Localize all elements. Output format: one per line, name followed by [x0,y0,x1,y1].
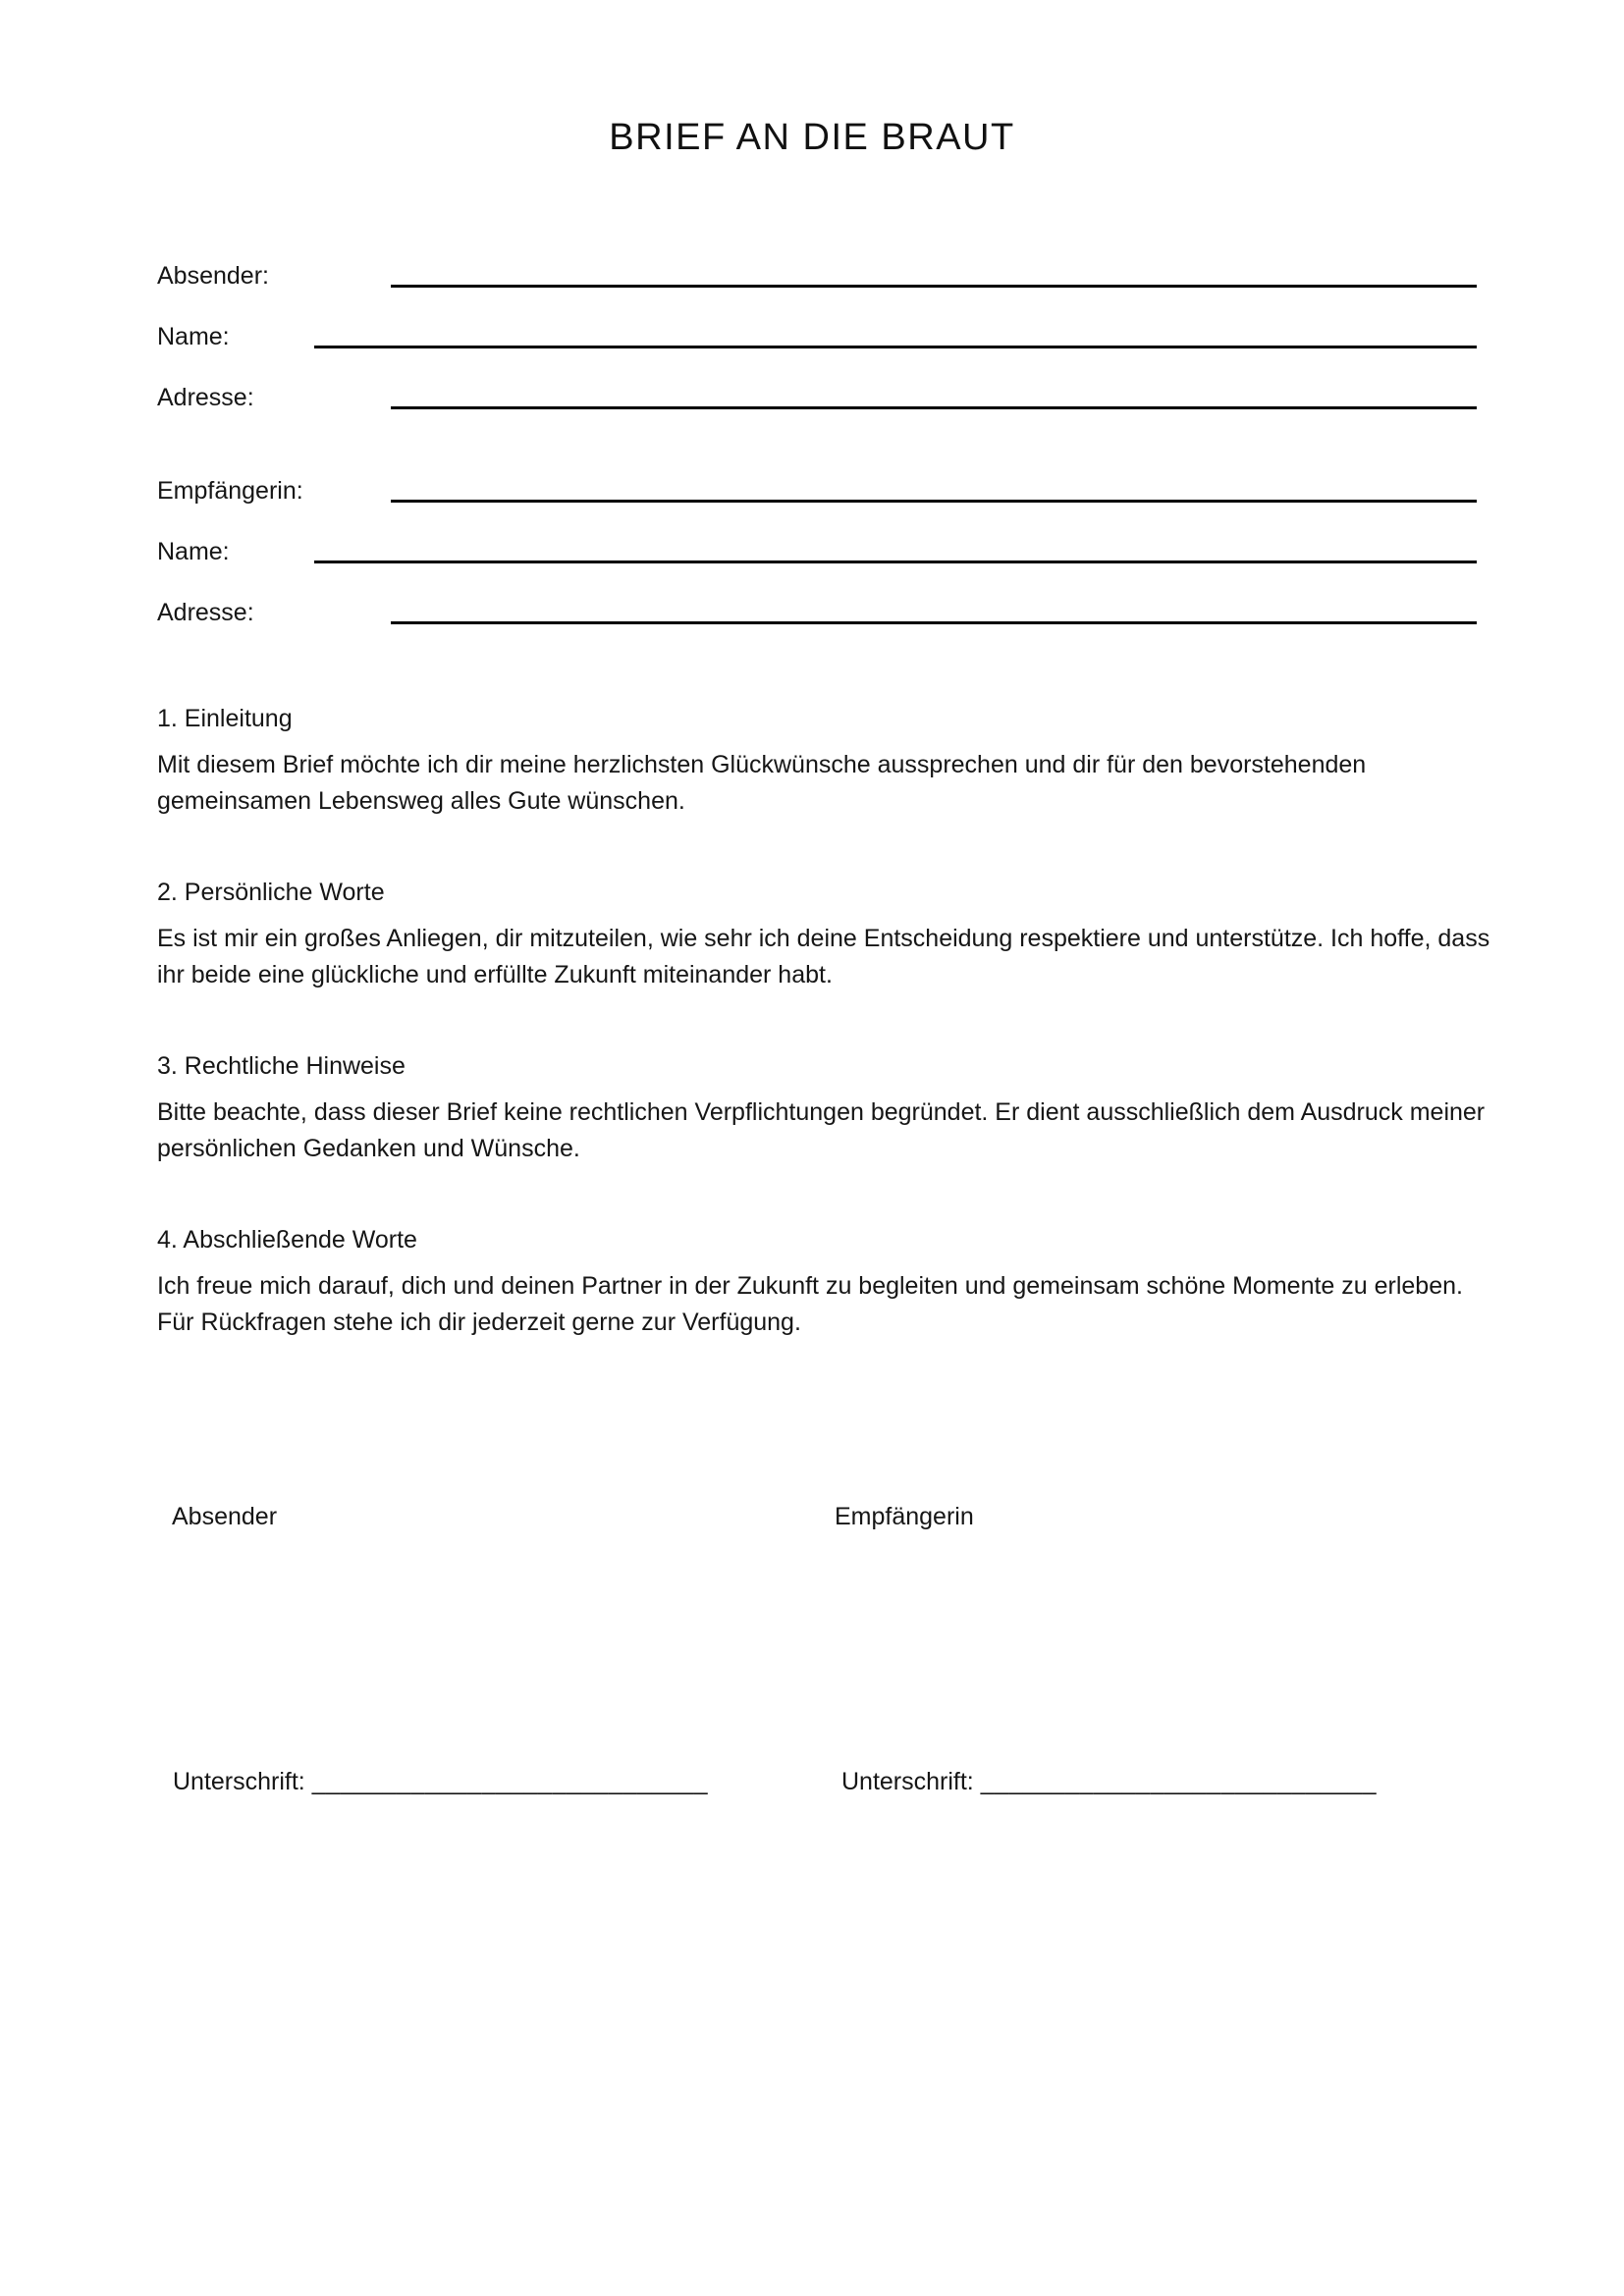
sender-unterschrift-label: Unterschrift: [173,1768,305,1795]
empfaengerin-fill-line [391,476,1477,503]
field-row-recipient-name [157,537,1490,567]
section-body: Mit diesem Brief möchte ich dir meine herzlichsten Glückwünsche aussprechen und dir für den bevorstehenden gemeinsamen Lebensweg alles Gute wünschen. [157,751,1367,815]
field-row-sender-adresse [157,383,1490,413]
recipient-address-block [157,476,1490,628]
section-heading: 4. Abschließende Worte [157,1226,417,1254]
section-einleitung [157,701,1490,820]
letter-sections [157,701,1490,1341]
recipient-unterschrift-label: Unterschrift: [841,1768,974,1795]
empfaengerin-field-label: Empfängerin: [157,477,303,505]
field-row-absender [157,261,1490,292]
section-abschliessende-worte [157,1222,1490,1341]
sender-name-fill-line [314,322,1477,348]
section-heading: 3. Rechtliche Hinweise [157,1052,406,1080]
section-body: Es ist mir ein großes Anliegen, dir mitzuteilen, wie sehr ich deine Entscheidung respektiere und unterstütze. Ich hoffe, dass ihr beide eine glückliche und erfüllte Zukunft miteinander habt. [157,925,1490,988]
section-heading: 2. Persönliche Worte [157,879,385,906]
recipient-signature-column-label: Empfängerin [835,1503,974,1530]
section-body: Ich freue mich darauf, dich und deinen Partner in der Zukunft zu begleiten und gemeinsam schöne Momente zu erleben. Für Rückfragen stehe ich dir jederzeit gerne zur Verfügung. [157,1272,1463,1336]
absender-fill-line [391,261,1477,288]
recipient-name-fill-line [314,537,1477,563]
sender-name-field-label: Name: [157,323,230,350]
sender-adresse-field-label: Adresse: [157,384,254,411]
recipient-adresse-fill-line [391,598,1477,624]
sender-signature-column-label: Absender [172,1503,278,1530]
absender-field-label: Absender: [157,262,269,290]
document-title: BRIEF AN DIE BRAUT [609,117,1015,158]
section-heading: 1. Einleitung [157,705,293,732]
field-row-empfaengerin [157,476,1490,507]
field-row-sender-name [157,322,1490,352]
recipient-adresse-field-label: Adresse: [157,599,254,626]
recipient-signature-line: ____________________________ [980,1768,1378,1795]
section-body: Bitte beachte, dass dieser Brief keine rechtlichen Verpflichtungen begründet. Er dient ausschließlich dem Ausdruck meiner persönlichen Gedanken und Wünsche. [157,1098,1486,1162]
field-row-recipient-adresse [157,598,1490,628]
section-rechtliche-hinweise [157,1048,1490,1167]
section-persoenliche-worte [157,875,1490,993]
signature-line-row [157,1767,1490,1797]
recipient-name-field-label: Name: [157,538,230,565]
sender-address-block [157,261,1490,413]
signature-names-row [157,1502,1490,1532]
sender-signature-line: ____________________________ [311,1768,709,1795]
sender-adresse-fill-line [391,383,1477,409]
